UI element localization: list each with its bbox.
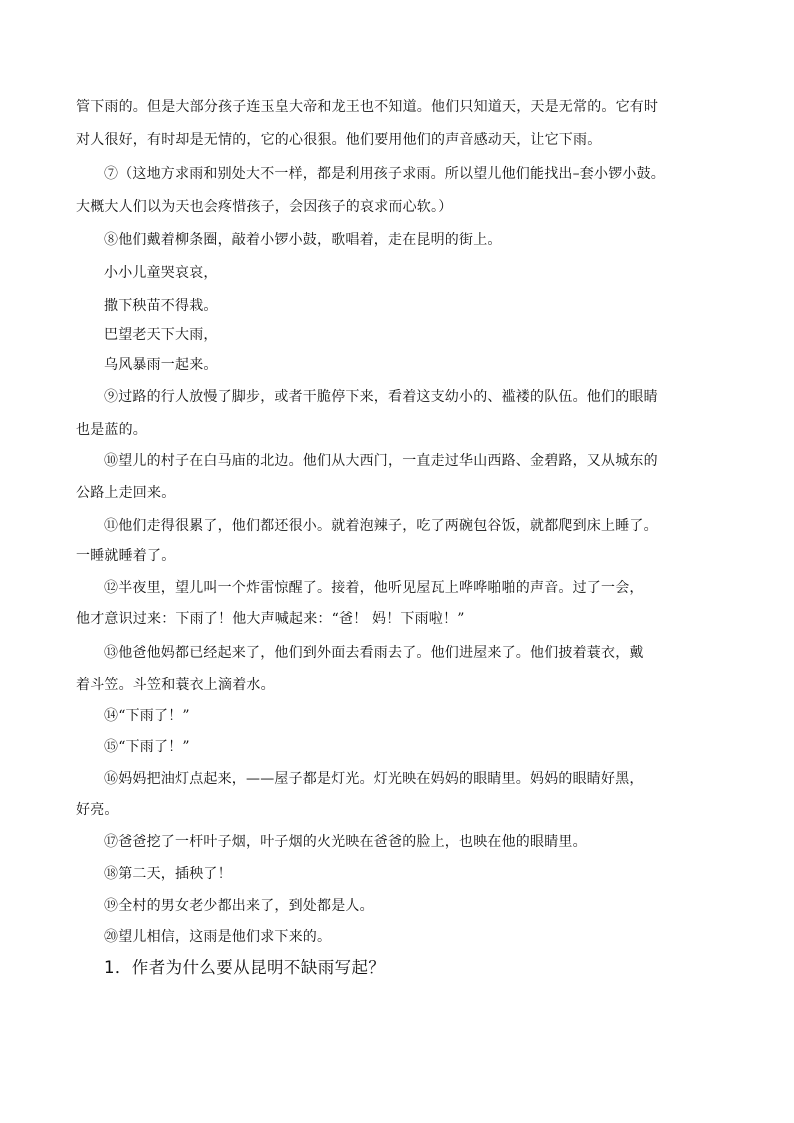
text-line-3: ⑦（这地方求雨和别处大不一样，都是利用孩子求雨。所以望儿他们能找出–套小锣小鼓。 bbox=[104, 166, 665, 182]
text-line-16: ⑫半夜里，望儿叫一个炸雷惊醒了。接着，他听见屋瓦上哗哗啪啪的声音。过了一会， bbox=[104, 580, 644, 596]
text-line-14: ⑪他们走得很累了，他们都还很小。就着泡辣子，吃了两碗包谷饭，就都爬到床上睡了。 bbox=[104, 518, 658, 534]
text-line-22: ⑯妈妈把油灯点起来，——屋子都是灯光。灯光映在妈妈的眼睛里。妈妈的眼睛好黑， bbox=[104, 771, 644, 787]
text-line-21: ⑮“下雨了！” bbox=[104, 739, 190, 755]
question-1: 1．作者为什么要从昆明不缺雨写起？ bbox=[104, 958, 386, 977]
text-line-26: ⑲全村的男女老少都出来了，到处都是人。 bbox=[104, 898, 374, 914]
text-line-25: ⑱第二天，插秧了！ bbox=[104, 866, 232, 882]
song-line-2: 撒下秧苗不得栽。 bbox=[104, 298, 218, 314]
text-line-1: 管下雨的。但是大部分孩子连玉皇大帝和龙王也不知道。他们只知道天，天是无常的。它有时 bbox=[76, 99, 659, 115]
text-line-10: ⑨过路的行人放慢了脚步，或者干脆停下来，看着这支幼小的、褴褛的队伍。他们的眼睛 bbox=[104, 389, 658, 405]
text-line-5: ⑧他们戴着柳条圈，敲着小锣小鼓，歌唱着，走在昆明的街上。 bbox=[104, 232, 502, 248]
text-line-19: 着斗笠。斗笠和蓑衣上滴着水。 bbox=[76, 677, 275, 693]
song-line-4: 乌风暴雨一起来。 bbox=[104, 357, 218, 373]
text-line-13: 公路上走回来。 bbox=[76, 485, 176, 501]
text-line-20: ⑭“下雨了！” bbox=[104, 708, 190, 724]
text-line-27: ⑳望儿相信，这雨是他们求下来的。 bbox=[104, 929, 332, 945]
text-line-2: 对人很好，有时却是无情的，它的心很狠。他们要用他们的声音感动天，让它下雨。 bbox=[76, 132, 602, 148]
text-line-11: 也是蓝的。 bbox=[76, 422, 147, 438]
song-line-1: 小小儿童哭哀哀， bbox=[104, 265, 218, 281]
text-line-4: 大概大人们以为天也会疼惜孩子，会因孩子的哀求而心软。） bbox=[76, 199, 453, 215]
text-line-12: ⑩望儿的村子在白马庙的北边。他们从大西门，一直走过华山西路、金碧路，又从城东的 bbox=[104, 453, 658, 469]
text-line-15: 一睡就睡着了。 bbox=[76, 548, 176, 564]
text-line-17: 他才意识过来：下雨了！他大声喊起来：“爸！ 妈！下雨啦！” bbox=[76, 611, 465, 627]
song-line-3: 巴望老天下大雨， bbox=[104, 327, 218, 343]
text-line-23: 好亮。 bbox=[76, 802, 119, 818]
text-line-24: ⑰爸爸挖了一杆叶子烟，叶子烟的火光映在爸爸的脸上，也映在他的眼睛里。 bbox=[104, 834, 587, 850]
text-line-18: ⑬他爸他妈都已经起来了，他们到外面去看雨去了。他们进屋来了。他们披着蓑衣，戴 bbox=[104, 645, 644, 661]
